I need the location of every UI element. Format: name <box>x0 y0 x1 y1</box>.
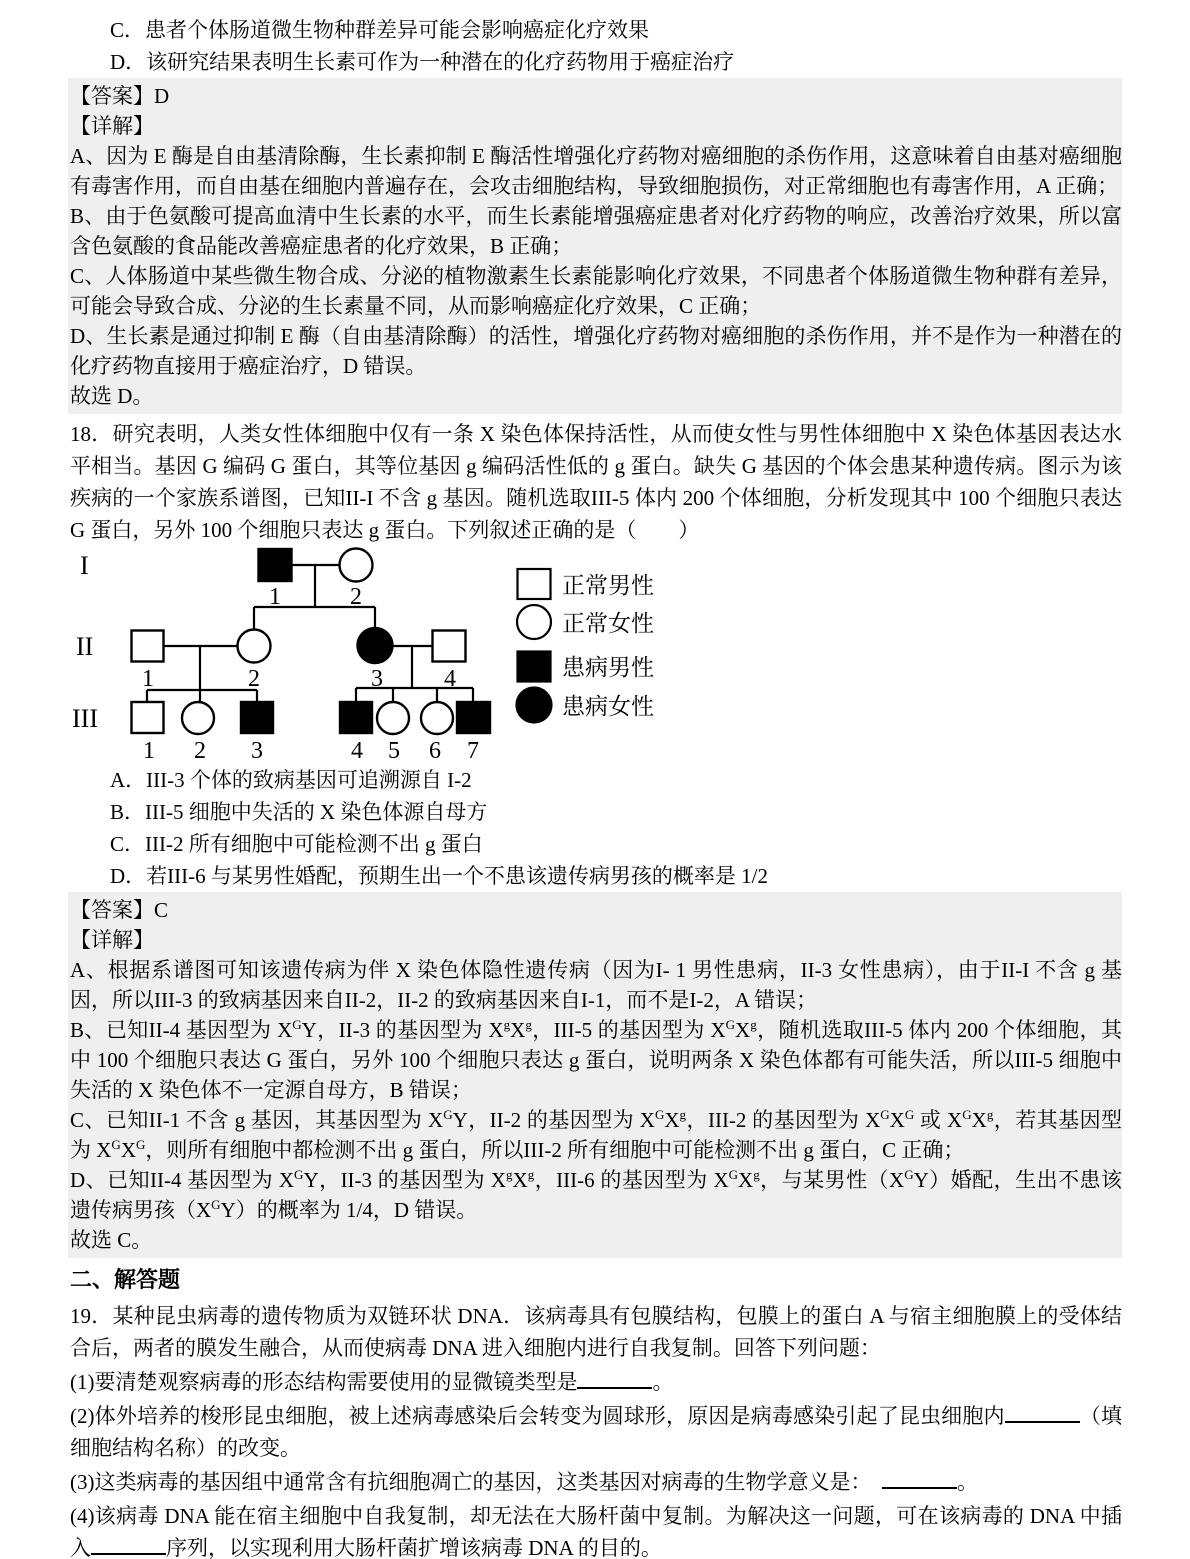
pedigree-legend <box>517 569 655 723</box>
pedigree-individual-III-6 <box>421 702 453 734</box>
pedigree-individual-III-7 <box>457 702 490 733</box>
q18-detail-paragraph-c: C、已知II-1 不含 g 基因，其基因型为 $X^GY$，II-2 的基因型为 $X^GX^g$，III-2 的基因型为 $X^GX^G$ 或 $X^GX^g$，若其基因型为 $X^GX^G$，则所有细胞中都检测不出 g 蛋白，所以III-2 所有细胞中可能检测不出 g 蛋白，C 正确； <box>70 1107 1123 1162</box>
pedigree-number-III-3: 3 <box>251 738 263 760</box>
q17-detail-paragraph-b: B、由于色氨酸可提高血清中生长素的水平，而生长素能增强癌症患者对化疗药物的响应，改善治疗效果，所以富含色氨酸的食品能改善癌症患者的化疗效果，B 正确； <box>70 204 1122 258</box>
q17-detail-paragraph-a: A、因为 E 酶是自由基清除酶，生长素抑制 E 酶活性增强化疗药物对癌细胞的杀伤作用，这意味着自由基对癌细胞有毒害作用，而自由基在细胞内普遍存在，会攻击细胞结构，导致细胞损伤，对正常细胞也有毒害作用，A 正确； <box>70 144 1122 198</box>
q19-part-3 <box>70 1466 1122 1498</box>
q17-answer-block <box>68 78 1122 414</box>
q19-part-1-text: (1)要清楚观察病毒的形态结构需要使用的显微镜类型是 <box>70 1370 578 1394</box>
pedigree-number-III-2: 2 <box>194 738 206 760</box>
q18-answer-line <box>70 895 1122 925</box>
q18-conclusion: 故选 C。 <box>70 1228 153 1252</box>
legend-affected-female-icon <box>517 688 552 723</box>
q19-part-2 <box>70 1400 1122 1464</box>
section-2-header: 二、解答题 <box>70 1267 181 1292</box>
pedigree-individual-III-3 <box>241 702 273 733</box>
legend-normal-female-icon <box>517 605 551 639</box>
pedigree-number-III-4: 4 <box>351 738 363 760</box>
pedigree-number-II-4: 4 <box>444 666 456 692</box>
pedigree-individual-III-4 <box>340 702 372 733</box>
pedigree-individual-II-1 <box>132 631 164 662</box>
q18-detail-paragraph-b: B、已知II-4 基因型为 $X^GY$，II-3 的基因型为 $X^gX^g$，III-5 的基因型为 $X^GX^g$，随机选取III-5 体内 200 个体细胞，其中 100 个细胞只表达 G 蛋白，另外 100 个细胞只表达 g 蛋白，说明两条 X 染色体都有可能失活，所以III-5 细胞中失活的 X 染色体不一定源自母方，B 错误； <box>70 1017 1122 1102</box>
answer-label: 【答案】 <box>70 898 154 922</box>
q19-part-1 <box>70 1366 1122 1398</box>
q18-detail-label: 【详解】 <box>70 928 154 952</box>
legend-normal-male-icon <box>518 569 551 599</box>
q18-option-c: C．III-2 所有细胞中可能检测不出 g 蛋白 <box>110 832 483 856</box>
q19-part-4 <box>70 1500 1122 1559</box>
generation-label-2: II <box>76 632 94 661</box>
pedigree-number-III-6: 6 <box>429 738 441 760</box>
legend-affected-female-label: 患病女性 <box>562 694 654 719</box>
generation-label-3: III <box>72 704 98 733</box>
q19-part-3-tail: 。 <box>956 1470 978 1494</box>
q17-option-d: D．该研究结果表明生长素可作为一种潜在的化疗药物用于癌症治疗 <box>110 50 735 74</box>
answer-blank-4 <box>91 1533 166 1555</box>
answer-blank-1 <box>577 1367 652 1389</box>
answer-blank-2 <box>1005 1401 1080 1423</box>
q19-part-3-text: (3)这类病毒的基因组中通常含有抗细胞凋亡的基因，这类基因对病毒的生物学意义是： <box>70 1470 882 1494</box>
pedigree-number-III-7: 7 <box>467 738 479 760</box>
legend-affected-male-label: 患病男性 <box>562 655 654 680</box>
q18-option-d: D．若III-6 与某男性婚配，预期生出一个不患该遗传病男孩的概率是 1/2 <box>110 864 768 888</box>
q18-answer-block <box>68 892 1122 1258</box>
legend-normal-male-label: 正常男性 <box>562 573 654 598</box>
pedigree-figure <box>70 546 1122 760</box>
pedigree-number-II-2: 2 <box>248 666 260 692</box>
legend-normal-female-label: 正常女性 <box>562 611 654 636</box>
q18-options <box>70 764 1122 892</box>
q18-option-b: B．III-5 细胞中失活的 X 染色体源自母方 <box>110 800 488 824</box>
pedigree-individual-I-1 <box>259 549 292 581</box>
pedigree-connector-lines <box>147 565 473 702</box>
pedigree-individual-III-2 <box>182 702 214 734</box>
q19-part-2-tail: （填细胞结构名称）的改变。 <box>70 1404 1122 1460</box>
pedigree-individual-II-4 <box>433 631 466 662</box>
q17-detail-label: 【详解】 <box>70 114 154 138</box>
answer-blank-3 <box>882 1467 957 1489</box>
q18-stem: 18．研究表明，人类女性体细胞中仅有一条 X 染色体保持活性，从而使女性与男性体细胞中 X 染色体基因表达水平相当。基因 G 编码 G 蛋白，其等位基因 g 编码活性低的 g 蛋白。缺失 G 基因的个体会患某种遗传病。图示为该疾病的一个家族系谱图，已知II-I 不含 g 基因。随机选取III-5 体内 200 个体细胞，分析发现其中 100 个细胞只表达 G 蛋白，另外 100 个细胞只表达 g 蛋白。下列叙述正确的是（ ） <box>70 422 1122 542</box>
q17-answer-line <box>70 81 1122 111</box>
q19-part-4-text: (4)该病毒 DNA 能在宿主细胞中自我复制，却无法在大肠杆菌中复制。为解决这一问题，可在该病毒的 DNA 中插入 <box>70 1504 1122 1559</box>
pedigree-number-III-5: 5 <box>388 738 400 760</box>
q17-conclusion: 故选 D。 <box>70 384 154 408</box>
q18-detail-paragraph-d: D、已知II-4 基因型为 $X^GY$，II-3 的基因型为 $X^gX^g$，III-6 的基因型为 $X^GX^g$，与某男性$(X^GY)$婚配，生出不患该遗传病男孩$(X^GY)$的概率为 1/4，D 错误。 <box>70 1167 1123 1222</box>
pedigree-individual-I-2 <box>340 549 373 582</box>
answer-label: 【答案】 <box>70 84 154 108</box>
generation-label-1: I <box>80 551 89 580</box>
q19-part-4-tail: 序列，以实现利用大肠杆菌扩增该病毒 DNA 的目的。 <box>166 1536 662 1559</box>
q19-stem: 19．某种昆虫病毒的遗传物质为双链环状 DNA．该病毒具有包膜结构，包膜上的蛋白 A 与宿主细胞膜上的受体结合后，两者的膜发生融合，从而使病毒 DNA 进入细胞内进行自我复制。回答下列问题： <box>70 1304 1122 1360</box>
q17-detail-paragraph-d: D、生长素是通过抑制 E 酶（自由基清除酶）的活性，增强化疗药物对癌细胞的杀伤作用，并不是作为一种潜在的化疗药物直接用于癌症治疗，D 错误。 <box>70 324 1122 378</box>
pedigree-chart <box>70 546 730 760</box>
pedigree-number-I-2: 2 <box>350 584 362 610</box>
pedigree-number-II-3: 3 <box>371 666 383 692</box>
answer-value: C <box>154 898 169 922</box>
pedigree-individual-II-3 <box>358 628 393 663</box>
pedigree-individual-II-2 <box>238 630 271 663</box>
q17-option-c: C．患者个体肠道微生物种群差异可能会影响癌症化疗效果 <box>110 18 650 42</box>
q18-detail-paragraph-a: A、根据系谱图可知该遗传病为伴 X 染色体隐性遗传病（因为I- 1 男性患病，II-3 女性患病），由于II-I 不含 g 基因，所以III-3 的致病基因来自II-2，II-2 的致病基因来自I-1，而不是I-2，A 错误； <box>70 958 1122 1012</box>
pedigree-individual-III-5 <box>377 702 409 734</box>
pedigree-number-III-1: 1 <box>143 738 155 760</box>
q17-detail-paragraph-c: C、人体肠道中某些微生物合成、分泌的植物激素生长素能影响化疗效果，不同患者个体肠道微生物种群有差异，可能会导致合成、分泌的生长素量不同，从而影响癌症化疗效果，C 正确； <box>70 264 1122 318</box>
q19-part-1-tail: 。 <box>652 1370 674 1394</box>
answer-value: D <box>154 84 170 108</box>
q18-option-a: A．III-3 个体的致病基因可追溯源自 I-2 <box>110 768 472 792</box>
legend-affected-male-icon <box>518 652 551 682</box>
pedigree-number-II-1: 1 <box>142 666 154 692</box>
q19-part-2-text: (2)体外培养的梭形昆虫细胞，被上述病毒感染后会转变为圆球形，原因是病毒感染引起了昆虫细胞内 <box>70 1404 1005 1428</box>
pedigree-individual-III-1 <box>132 702 164 733</box>
pedigree-number-I-1: 1 <box>269 584 281 610</box>
